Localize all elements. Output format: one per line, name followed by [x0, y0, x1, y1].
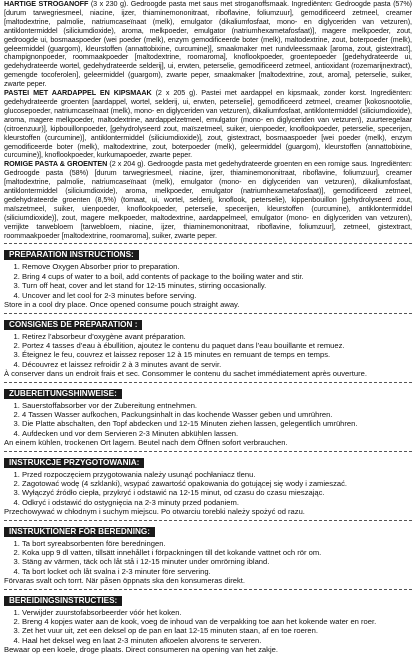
ingredients-text: (2 x 204 g). Gedroogde pasta met gedehydrateerde groenten en een romige saus. Ingrediënten: Gedroogde pasta (58%) [durum tarwegriesmeel, niacine, ijzer, thiaminemononitraat, riboflavine, foliumzuur], creamer [maltodextrine, palmolie, natriumcaseïnaat (melk), emulgator (mono- en diglyceriden van vetzuren), dikaliumfosfaat, antiklontermiddel (siliciumdioxide), aroma, melkpoeder, emulgator (natriumhexametafosfaat)], gemodificeerd zetmeel, gedehydrateerde groenten (8,5%) (tomaat, ui, wortel, selderij, knoflook, peterselie), kippenbouillon [gehydrolyseerd zout, maïszetmeel, suiker, uienpoeder, knoflookpoeder, peterselie, specerijen, kleurstoffen (curcumine), antiklontermiddel (siliciumdioxide)], zout, magere melkpoeder, maltodextrine, aardappelmeel, emulgator (mono- en diglyceriden van vetzuren), verrijkte tarwebloem [tarwebloem, niacine, ijzer, thiaminemononitraat, riboflavine, foliumzuur], zetmeel, gistextract, roommaakpoeder [maltodextrine, roomaroma], suiker, zwarte peper.	[4, 159, 413, 240]
storage-note: Bewaar op een koele, droge plaats. Direct consumeren na opening van het zakje.	[4, 645, 278, 655]
product-title: ROMIGE PASTA & GROENTEN	[4, 159, 108, 169]
step-item: 3. Wyłączyć źródło ciepła, przykryć i odstawić na 12-15 minut, od czasu do czasu mieszając.	[22, 488, 412, 497]
steps-list	[4, 332, 412, 370]
step-item: 4. Ta bort locket och låt svalna i 2-3 minuter före servering.	[22, 567, 412, 576]
steps-list	[4, 539, 412, 577]
step-item: 2. 4 Tassen Wasser aufkochen, Packungsinhalt in das kochende Wasser geben und umrühren.	[22, 410, 412, 419]
storage-note: À conserver dans un endroit frais et sec. Consommer le contenu du sachet immédiatement après ouverture.	[4, 369, 367, 379]
storage-note: Przechowywać w chłodnym i suchym miejscu. Po otwarciu torebki należy spożyć od razu.	[4, 507, 305, 517]
instructions-german	[4, 383, 412, 448]
ingredients-stroganoff	[4, 0, 412, 89]
step-item: 1. Remove Oxygen Absorber prior to preparation.	[22, 262, 412, 271]
step-item: 2. Breng 4 kopjes water aan de kook, voeg de inhoud van de verpakking toe aan het kokende water en roer.	[22, 617, 412, 626]
step-item: 1. Przed rozpoczęciem przygotowania należy usunąć pochłaniacz tlenu.	[22, 470, 412, 479]
step-item: 1. Ta bort syreabsorbenten före beredningen.	[22, 539, 412, 548]
step-item: 3. Éteignez le feu, couvrez et laissez reposer 12 à 15 minutes en remuant de temps en temps.	[22, 350, 412, 359]
step-item: 2. Koka upp 9 dl vatten, tillsätt innehållet i förpackningen till det kokande vattnet och rör om.	[22, 548, 412, 557]
section-header: BEREIDINGSINSTRUCTIES:	[4, 596, 122, 606]
step-item: 3. Stäng av värmen, täck och låt stå i 12-15 minuter under omrörning ibland.	[22, 557, 412, 566]
section-header: INSTRUKCJE PRZYGOTOWANIA:	[4, 458, 144, 468]
step-item: 3. Turn off heat, cover and let stand for 12-15 minutes, stirring occasionally.	[22, 281, 412, 290]
instructions-english	[4, 244, 412, 309]
storage-note: Store in a cool dry place. Once opened consume pouch straight away.	[4, 300, 240, 310]
steps-list	[4, 470, 412, 508]
section-header: ZUBEREITUNGSHINWEISE:	[4, 389, 122, 399]
section-header: PREPARATION INSTRUCTIONS:	[4, 250, 139, 260]
step-item: 4. Haal het deksel weg en laat 2-3 minuten afkoelen alvorens te serveren.	[22, 636, 412, 645]
step-item: 4. Aufdecken und vor dem Servieren 2-3 Minuten abkühlen lassen.	[22, 429, 412, 438]
ingredients-pastei	[4, 89, 412, 160]
step-item: 3. Zet het vuur uit, zet een deksel op de pan en laat 12-15 minuten staan, af en toe roeren.	[22, 626, 412, 635]
steps-list	[4, 608, 412, 646]
section-header: CONSIGNES DE PRÉPARATION :	[4, 320, 142, 330]
step-item: 2. Zagotować wodę (4 szklanki), wsypać zawartość opakowania do gotującej się wody i zamieszać.	[22, 479, 412, 488]
step-item: 4. Uncover and let cool for 2-3 minutes before serving.	[22, 291, 412, 300]
ingredients-romige-pasta	[4, 160, 412, 240]
product-title: PASTEI MET AARDAPPEL EN KIPSMAAK	[4, 88, 152, 98]
step-item: 4. Odkryć i odstawić do ostygnięcia na 2-3 minuty przed podaniem.	[22, 498, 412, 507]
storage-note: An einem kühlen, trockenen Ort lagern. Beutel nach dem Öffnen sofort verbrauchen.	[4, 438, 288, 448]
step-item: 1. Sauerstoffabsorber vor der Zubereitung entnehmen.	[22, 401, 412, 410]
ingredients-text: (2 x 205 g). Pastei met aardappel en kipsmaak, zonder korst. Ingrediënten: gedehydrateerde groenten [aardappel, wortel, selderij, ui, erwten, peterselie], gemodificeerd zetmeel, creamer [kokosnootolie, glucosepoeder, natriumcaseïnaat (melk), mono- en diglyceriden van vetzuren), dikaliumfosfaat, antiklontermiddel (siliciumdioxide), aroma, magere melkpoeder, maltodextrine, aardappelzetmeel, emulgator (mono- en diglyceriden van vetzuren), zuurteregelaar (citroenzuur)], kipbouillonpoeder, [gehydrolyseerd zout, maïszetmeel, suiker, uienpoeder, knoflookpoeder, peterselie, specerijen, kleurstoffen (curcumine)], antiklontermiddel (siliciumdioxide)], zout, gistextract, bosmaaspoeder [wei poeder (melk), enzym gemodificeerde boter (melk), maltodextrine, zout, boterpoeder (melk), geleermiddel (guargom), kleurstoffen (annattobixine, curcumine)], knoflookpoeder, kurkumapoeder, zwarte peper.	[4, 88, 412, 160]
step-item: 1. Retirez l’absorbeur d’oxygène avant préparation.	[22, 332, 412, 341]
step-item: 3. Die Platte abschalten, den Topf abdecken und 12-15 Minuten ziehen lassen, gelegentlich umrühren.	[22, 419, 412, 428]
step-item: 4. Découvrez et laissez refroidir 2 à 3 minutes avant de servir.	[22, 360, 412, 369]
product-title: HARTIGE STROGANOFF	[4, 0, 89, 8]
instructions-swedish	[4, 521, 412, 586]
storage-note: Förvaras svalt och torrt. När påsen öppnats ska den konsumeras direkt.	[4, 576, 246, 586]
steps-list	[4, 401, 412, 439]
instructions-polish	[4, 452, 412, 517]
step-item: 1. Verwijder zuurstofabsorbeerder vóór het koken.	[22, 608, 412, 617]
section-header: INSTRUKTIONER FÖR BEREDNING:	[4, 527, 155, 537]
ingredients-text: (3 x 230 g). Gedroogde pasta met saus met stroganoffsmaak. Ingrediënten: Gedroogde pasta (57%) [durum tarwegriesmeel, niacine, ijzer, thiaminemononitraat, riboflavine, foliumzuur], gemodificeerd zetmeel, creamer [maltodextrine, palmolie, natriumcaseïnaat (melk), emulgator (dikaliumfosfaat, mono- en diglyceriden van vetzuren), antiklontermiddel (siliciumdioxide), aroma, melkpoeder, emulgator (natriumhexametafosfaat)], magere melkpoeder, zout, gedroogde ui, bosmaaspoeder (wei poeder (melk), enzym gemodificeerde boter (melk), maltodextrine, zout, boterpoeder (melk), geleermiddel (guargom), kleurstoffen (annattobixine, curcumine)], smaakmaker met rundvleessmaak [aroma, zout, gistextract], champignonpoeder, roommaakpoeder [maltodextrine, roomaroma], knoflookpoeder, groentepoeder [gedehydrateerde ui, gedehydrateerde wortel, gedehydrateerde selderij], ui, erwten, peterselie, gemodificeerd zetmeel, antioxidant (rozemarijnextract), gemengde tocoferolen], geleermiddel (guargom), zwarte peper, smaakmaker [maltodextrine, zout, aroma], peterselie, suiker, zwarte peper.	[4, 0, 413, 89]
instructions-french	[4, 314, 412, 379]
step-item: 2. Bring 4 cups of water to a boil, add contents of package to the boiling water and stir.	[22, 272, 412, 281]
step-item: 2. Portez 4 tasses d’eau à ébullition, ajoutez le contenu du paquet dans l’eau bouillante et remuez.	[22, 341, 412, 350]
instructions-dutch	[4, 590, 412, 655]
steps-list	[4, 262, 412, 300]
